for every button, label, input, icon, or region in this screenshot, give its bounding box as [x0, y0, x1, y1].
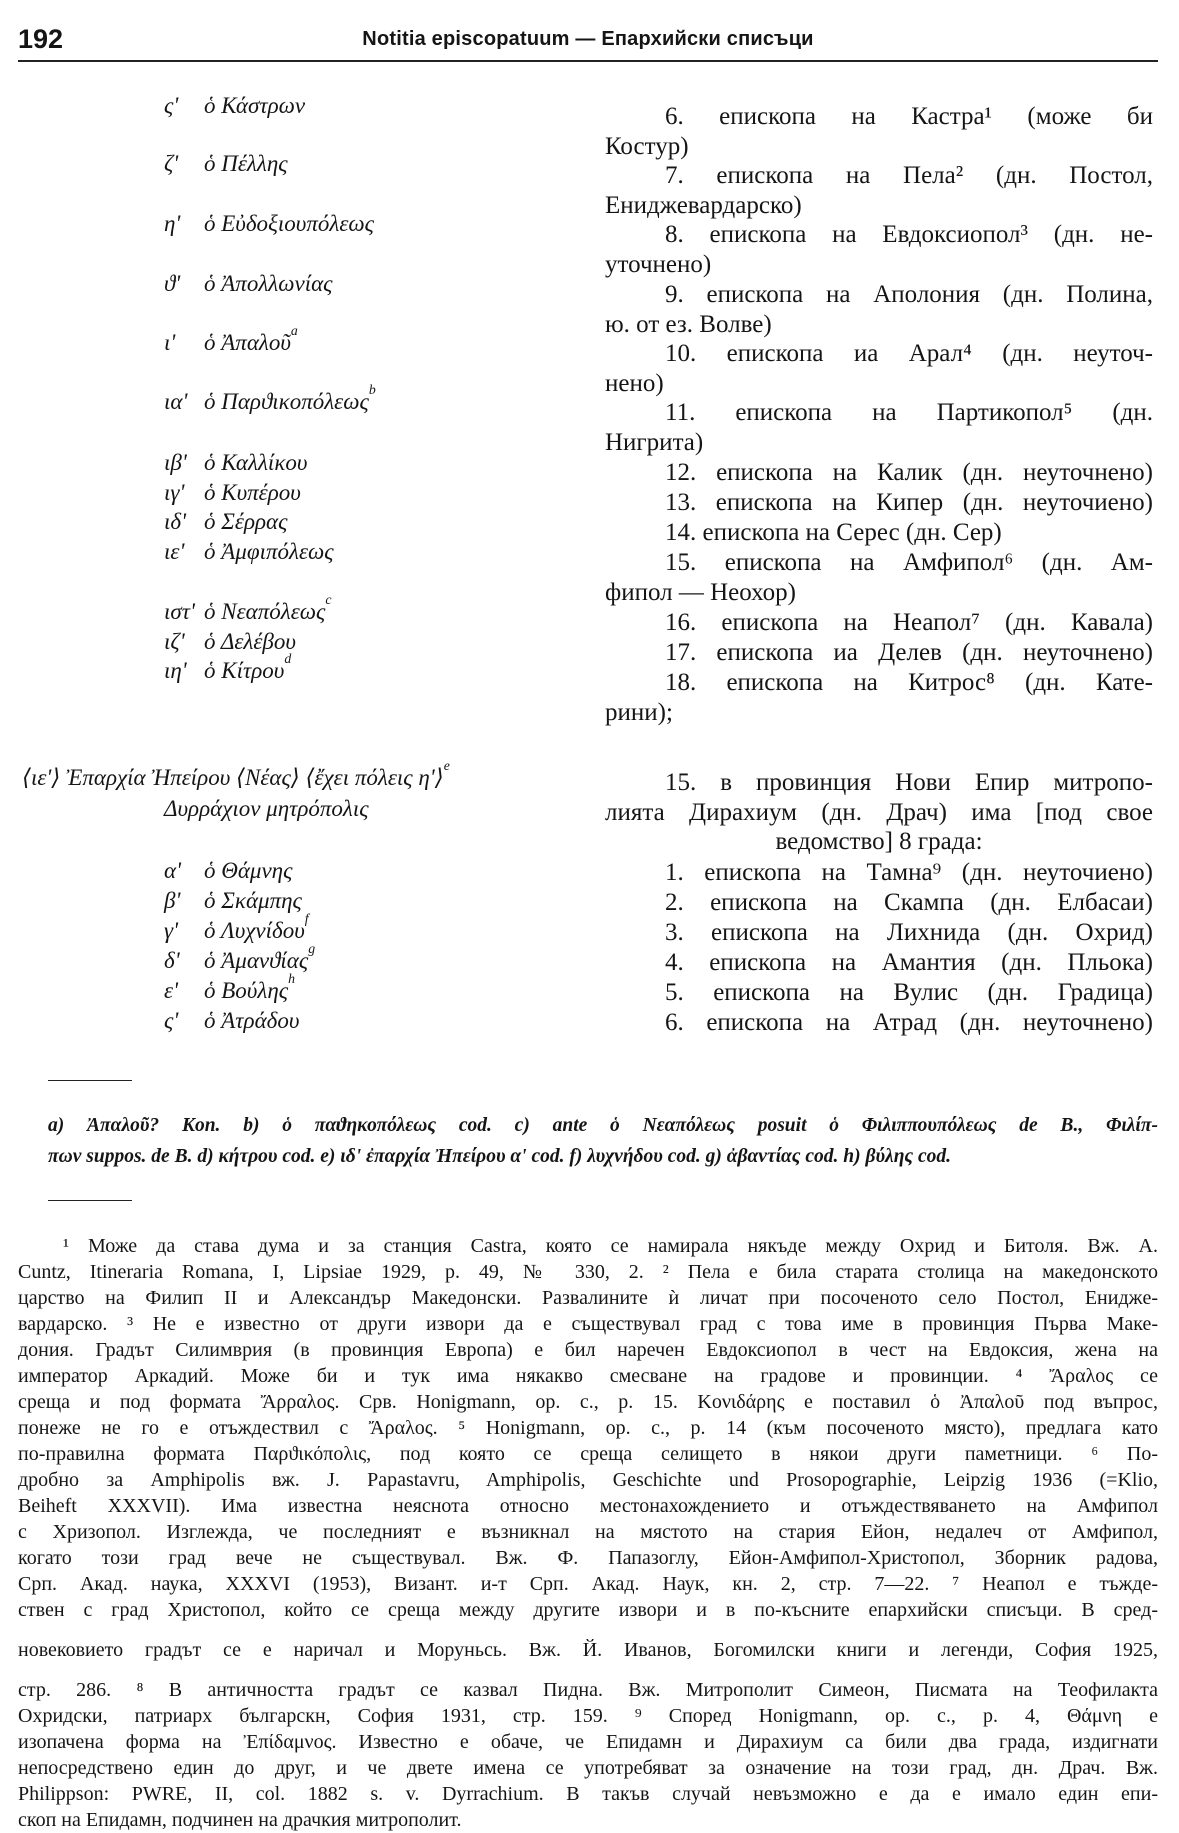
running-title: Notitia episcopatuum — Епархийски списъци	[362, 28, 814, 50]
greek-prov-entry-2: β' ὁ Σκάμπης	[164, 888, 302, 913]
translation-entry-8: 8. епископа на Евдоксиопол³ (дн. не- уточнено)	[605, 221, 1153, 278]
greek-prov-entry-4: δ' ὁ Ἀμανϑίας$^g$	[164, 941, 316, 973]
greek-entry-18: ιη' ὁ Κίτρου$^d$	[164, 651, 292, 683]
translation-entry-18: 18. епископа на Китрос⁸ (дн. Кате- рини);	[605, 669, 1153, 726]
greek-entry-13: ιγ' ὁ Κυπέρου	[164, 480, 301, 505]
translation-entry-9: 9. епископа на Аполония (дн. Полина, ю. от ез. Волве)	[605, 281, 1153, 338]
translation-prov-4: 4. епископа на Амантия (дн. Пльока)	[665, 949, 1153, 976]
greek-prov-entry-5: ε' ὁ Βούλης$^h$	[164, 971, 295, 1003]
translation-entry-6: 6. епископа на Кастра¹ (може би Костур)	[605, 103, 1153, 160]
translation-entry-12: 12. епископа на Калик (дн. неуточнено)	[665, 459, 1153, 486]
header-rule	[18, 60, 1158, 62]
translation-entry-16: 16. епископа на Неапол⁷ (дн. Кавала)	[665, 609, 1153, 636]
greek-metropolis: Δυρράχιον μητρόπολις	[164, 796, 369, 821]
greek-entry-6: ς' ὁ Κάστρων	[164, 93, 306, 118]
footnote-rule	[48, 1200, 132, 1201]
greek-entry-9: ϑ' ὁ Ἀπολλωνίας	[164, 271, 333, 296]
greek-prov-entry-6: ς' ὁ Ἀτράδου	[164, 1008, 300, 1033]
page-number: 192	[18, 24, 64, 54]
translation-entry-17: 17. епископа иа Делев (дн. неуточнено)	[665, 639, 1153, 666]
greek-prov-entry-3: γ' ὁ Λυχνίδου$^f$	[164, 911, 309, 943]
translation-prov-2: 2. епископа на Скампа (дн. Елбасаи)	[665, 889, 1153, 916]
translation-entry-10: 10. епископа иа Арал⁴ (дн. неуточ- нено)	[605, 340, 1153, 397]
translation-entry-11: 11. епископа на Партикопол⁵ (дн. Нигрита)	[605, 399, 1153, 456]
greek-entry-12: ιβ' ὁ Καλλίκου	[164, 450, 308, 475]
translation-prov-5: 5. епископа на Вулис (дн. Градица)	[665, 979, 1153, 1006]
translation-entry-14: 14. епископа на Серес (дн. Сер)	[665, 519, 1002, 546]
translation-prov-6: 6. епископа на Атрад (дн. неуточнено)	[665, 1009, 1153, 1036]
page-header	[18, 22, 1158, 62]
greek-entry-11: ια' ὁ Παρϑικοπόλεως$^b$	[164, 382, 376, 414]
translation-entry-15: 15. епископа на Амфипол⁶ (дн. Ам- фипол — Неохор)	[605, 549, 1153, 606]
greek-entry-14: ιδ' ὁ Σέρρας	[164, 509, 288, 534]
greek-province-heading: ⟨ιε'⟩ Ἐπαρχία Ἠπείρου ⟨Νέας⟩ ⟨ἔχει πόλεις η'⟩$^e$	[22, 758, 450, 790]
greek-entry-15: ιε' ὁ Ἀμφιπόλεως	[164, 539, 334, 564]
greek-entry-16: ιστ' ὁ Νεαπόλεως$^c$	[164, 592, 332, 624]
critical-apparatus: a) Ἀπαλοῦ? Kon. b) ὁ παϑηκοπόλεως cod. c) ante ὁ Νεαπόλεως posuit ὁ Φιλιππουπόλεως de B., Φιλίπ- πων suppos. de B. d) κήτρου cod. e) ιδ' ἐπαρχία Ἠπείρου α' cod. f) λυχνήδου cod. g) ἀβαντίας cod. h) βύλης cod.	[48, 1115, 1158, 1167]
greek-entry-8: η' ὁ Εὐδοξιουπόλεως	[164, 211, 374, 236]
greek-entry-7: ζ' ὁ Πέλλης	[164, 151, 288, 176]
footnotes: ¹ Може да става дума и за станция Castra, която се намирала някъде между Охрид и Битоля. Вж. A. Cuntz, Itineraria Romana, I, Lipsiae 1929, p. 49, № 330, 2. ² Пела е била старата столица на македонското царство на Филип II и Александър Македонски. Развалините ѝ личат при посоченото село Постол, Ениджe- вардарско. ³ Не е известно от други извори да е съществувал град с това име в провинция Първа Маке- дония. Градът Силимврия (в провинция Европа) е бил наречен Евдоксиопол в чест на Евдоксия, жена на император Аркадий. Може би и тук има някакво смесване на градове и провинции. ⁴ Ἄραλος се среща и под формата Ἄρραλος. Срв. Honigmann, op. c., p. 15. Κονιδάρης е поставил ὁ Ἀπαλοῦ под въпрос, понеже не го е отъждествил с Ἄραλος. ⁵ Honigmann, op. c., p. 14 (към посоченото място), предлага като по-правилна формата Παρϑικόπολις, под която се среща селището в някои други паметници. ⁶ По- дробно за Amphipolis вж. J. Papastavru, Amphipolis, Geschichte und Prosopographie, Leipzig 1936 (=Klio, Beiheft XXXVII). Има известна неяснота относно местонахождението и отъждествяването на Амфипол с Хризопол. Изглежда, че последният е възникнал на мястото на стария Ейон, недалеч от Амфипол, когато този град вече не съществувал. Вж. Ф. Папазоглу, Ейон-Амфипол-Христопол, Зборник радова, Срп. Акад. наука, XXXVI (1953), Визант. и-т Срп. Акад. Наук, кн. 2, стр. 7—22. ⁷ Неапол е тъжде- ствен с град Христопол, който се среща между другите извори и в по-късните епархийски списъци. В сред- новековието градът се е наричал и Моруньсь. Вж. Й. Иванов, Богомилски книги и легенди, София 1925, стр. 286. ⁸ В античността градът се казвал Пидна. Вж. Митрополит Симеон, Писмата на Теофилакта Охридски, патриарх българскн, София 1931, стр. 159. ⁹ Според Honigmann, op. c., p. 4, Θάμνη е изопачена форма на Ἐπίδαμνος. Известно е обаче, че Епидамн и Дирахиум са били два града, издигнати непосредствено един до друг, и че двете имена се употребяват за означение на този град, дн. Драч. Вж. Philippson: PWRE, II, col. 1882 s. v. Dyrrachium. В такъв случай невъзможно е да е имало един епи- скоп на Епидамн, подчинен на драчкия митрополит.	[18, 1235, 1158, 1831]
translation-entry-7: 7. епископа на Пела² (дн. Постол, Eниджевардарско)	[605, 162, 1153, 219]
translation-entry-13: 13. епископа на Кипер (дн. неуточиено)	[665, 489, 1153, 516]
greek-entry-10: ι' ὁ Ἀπαλοῦ$^a$	[164, 323, 298, 355]
translation-province: 15. в провинция Нови Епир митропо- лията Дирахиум (дн. Драч) има [под свое ведомство] 8 града:	[605, 769, 1153, 856]
translation-prov-1: 1. епископа на Тамна⁹ (дн. неуточиено)	[665, 859, 1153, 886]
apparatus-rule	[48, 1080, 132, 1081]
translation-prov-3: 3. епископа на Лихнида (дн. Охрид)	[665, 919, 1153, 946]
greek-prov-entry-1: α' ὁ Θάμνης	[164, 858, 293, 883]
greek-entry-17: ιζ' ὁ Δελέβου	[164, 629, 296, 654]
